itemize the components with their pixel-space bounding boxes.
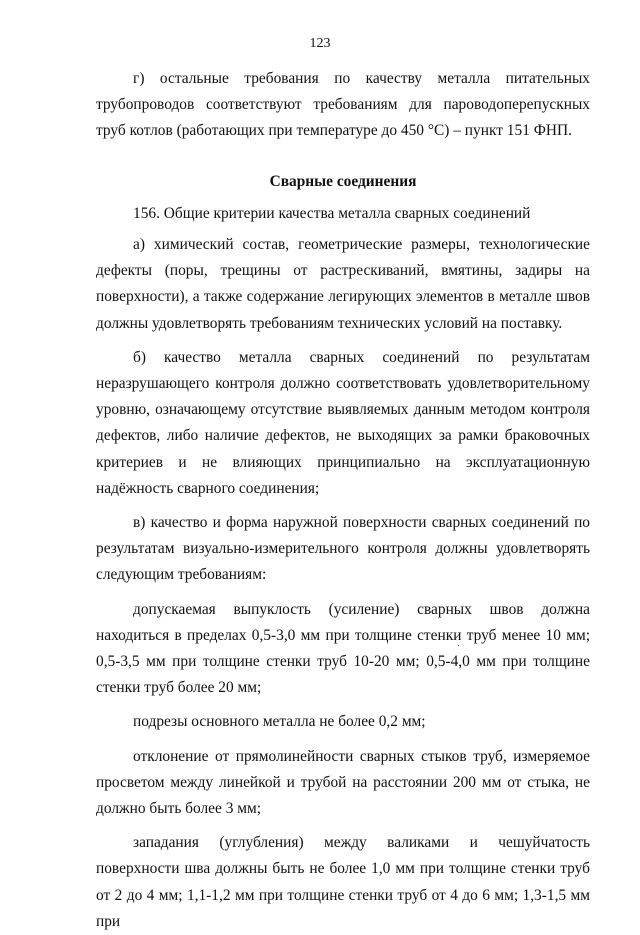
paragraph-req-straightness: отклонение от прямолинейности сварных стыков труб, измеряемое просветом между линейкой и трубой на расстоянии 200 мм от стыка, не должно быть более 3 мм; [96,747,590,818]
section-heading: Сварные соединения [269,172,417,190]
paragraph-item-v: в) качество и форма наружной поверхности сварных соединений по результатам визуально-измерительного контроля должны удовлетворять следующим требованиям: [96,514,590,584]
paragraph-item-a: а) химический состав, геометрические размеры, технологические дефекты (поры, трещины от растрескиваний, вмятины, задиры на поверхности), а также содержание легирующих элементов в металле швов должны удовлетворять требованиям технических условий на поставку. [96,236,590,332]
page-number: 123 [309,36,331,51]
scan-speck [458,645,459,646]
page-content [96,66,590,935]
paragraph-req-sagging: западания (углубления) между валиками и чешуйчатость поверхности шва должны быть не более 1,0 мм при толщине стенки труб от 2 до 4 мм; 1,1-1,2 мм при толщине стенки труб от 4 до 6 мм; 1,3-1,5 мм при [96,834,590,930]
paragraph-req-undercut: подрезы основного металла не более 0,2 мм; [133,713,426,731]
paragraph-item-b: б) качество металла сварных соединений по результатам неразрушающего контроля должно соответствовать удовлетворительному уровню, означающему отсутствие выявляемых данным методом контроля дефектов, либо наличие дефектов, не выходящих за рамки браковочных критериев и не влияющих принципиально на эксплуатационную надёжность сварного соединения; [96,348,590,497]
paragraph-g-pipelines: г) остальные требования по качеству металла питательных трубопроводов соответствуют требованиям для пароводоперепускных труб котлов (работающих при температуре до 450 °С) – пункт 151 ФНП. [96,70,590,140]
paragraph-item-156: 156. Общие критерии качества металла сварных соединений [133,204,531,222]
paragraph-req-convexity: допускаемая выпуклость (усиление) сварных швов должна находиться в пределах 0,5-3,0 мм при толщине стенки труб менее 10 мм; 0,5-3,5 мм при толщине стенки труб 10-20 мм; 0,5-4,0 мм при толщине стенки труб более 20 мм; [96,600,590,697]
